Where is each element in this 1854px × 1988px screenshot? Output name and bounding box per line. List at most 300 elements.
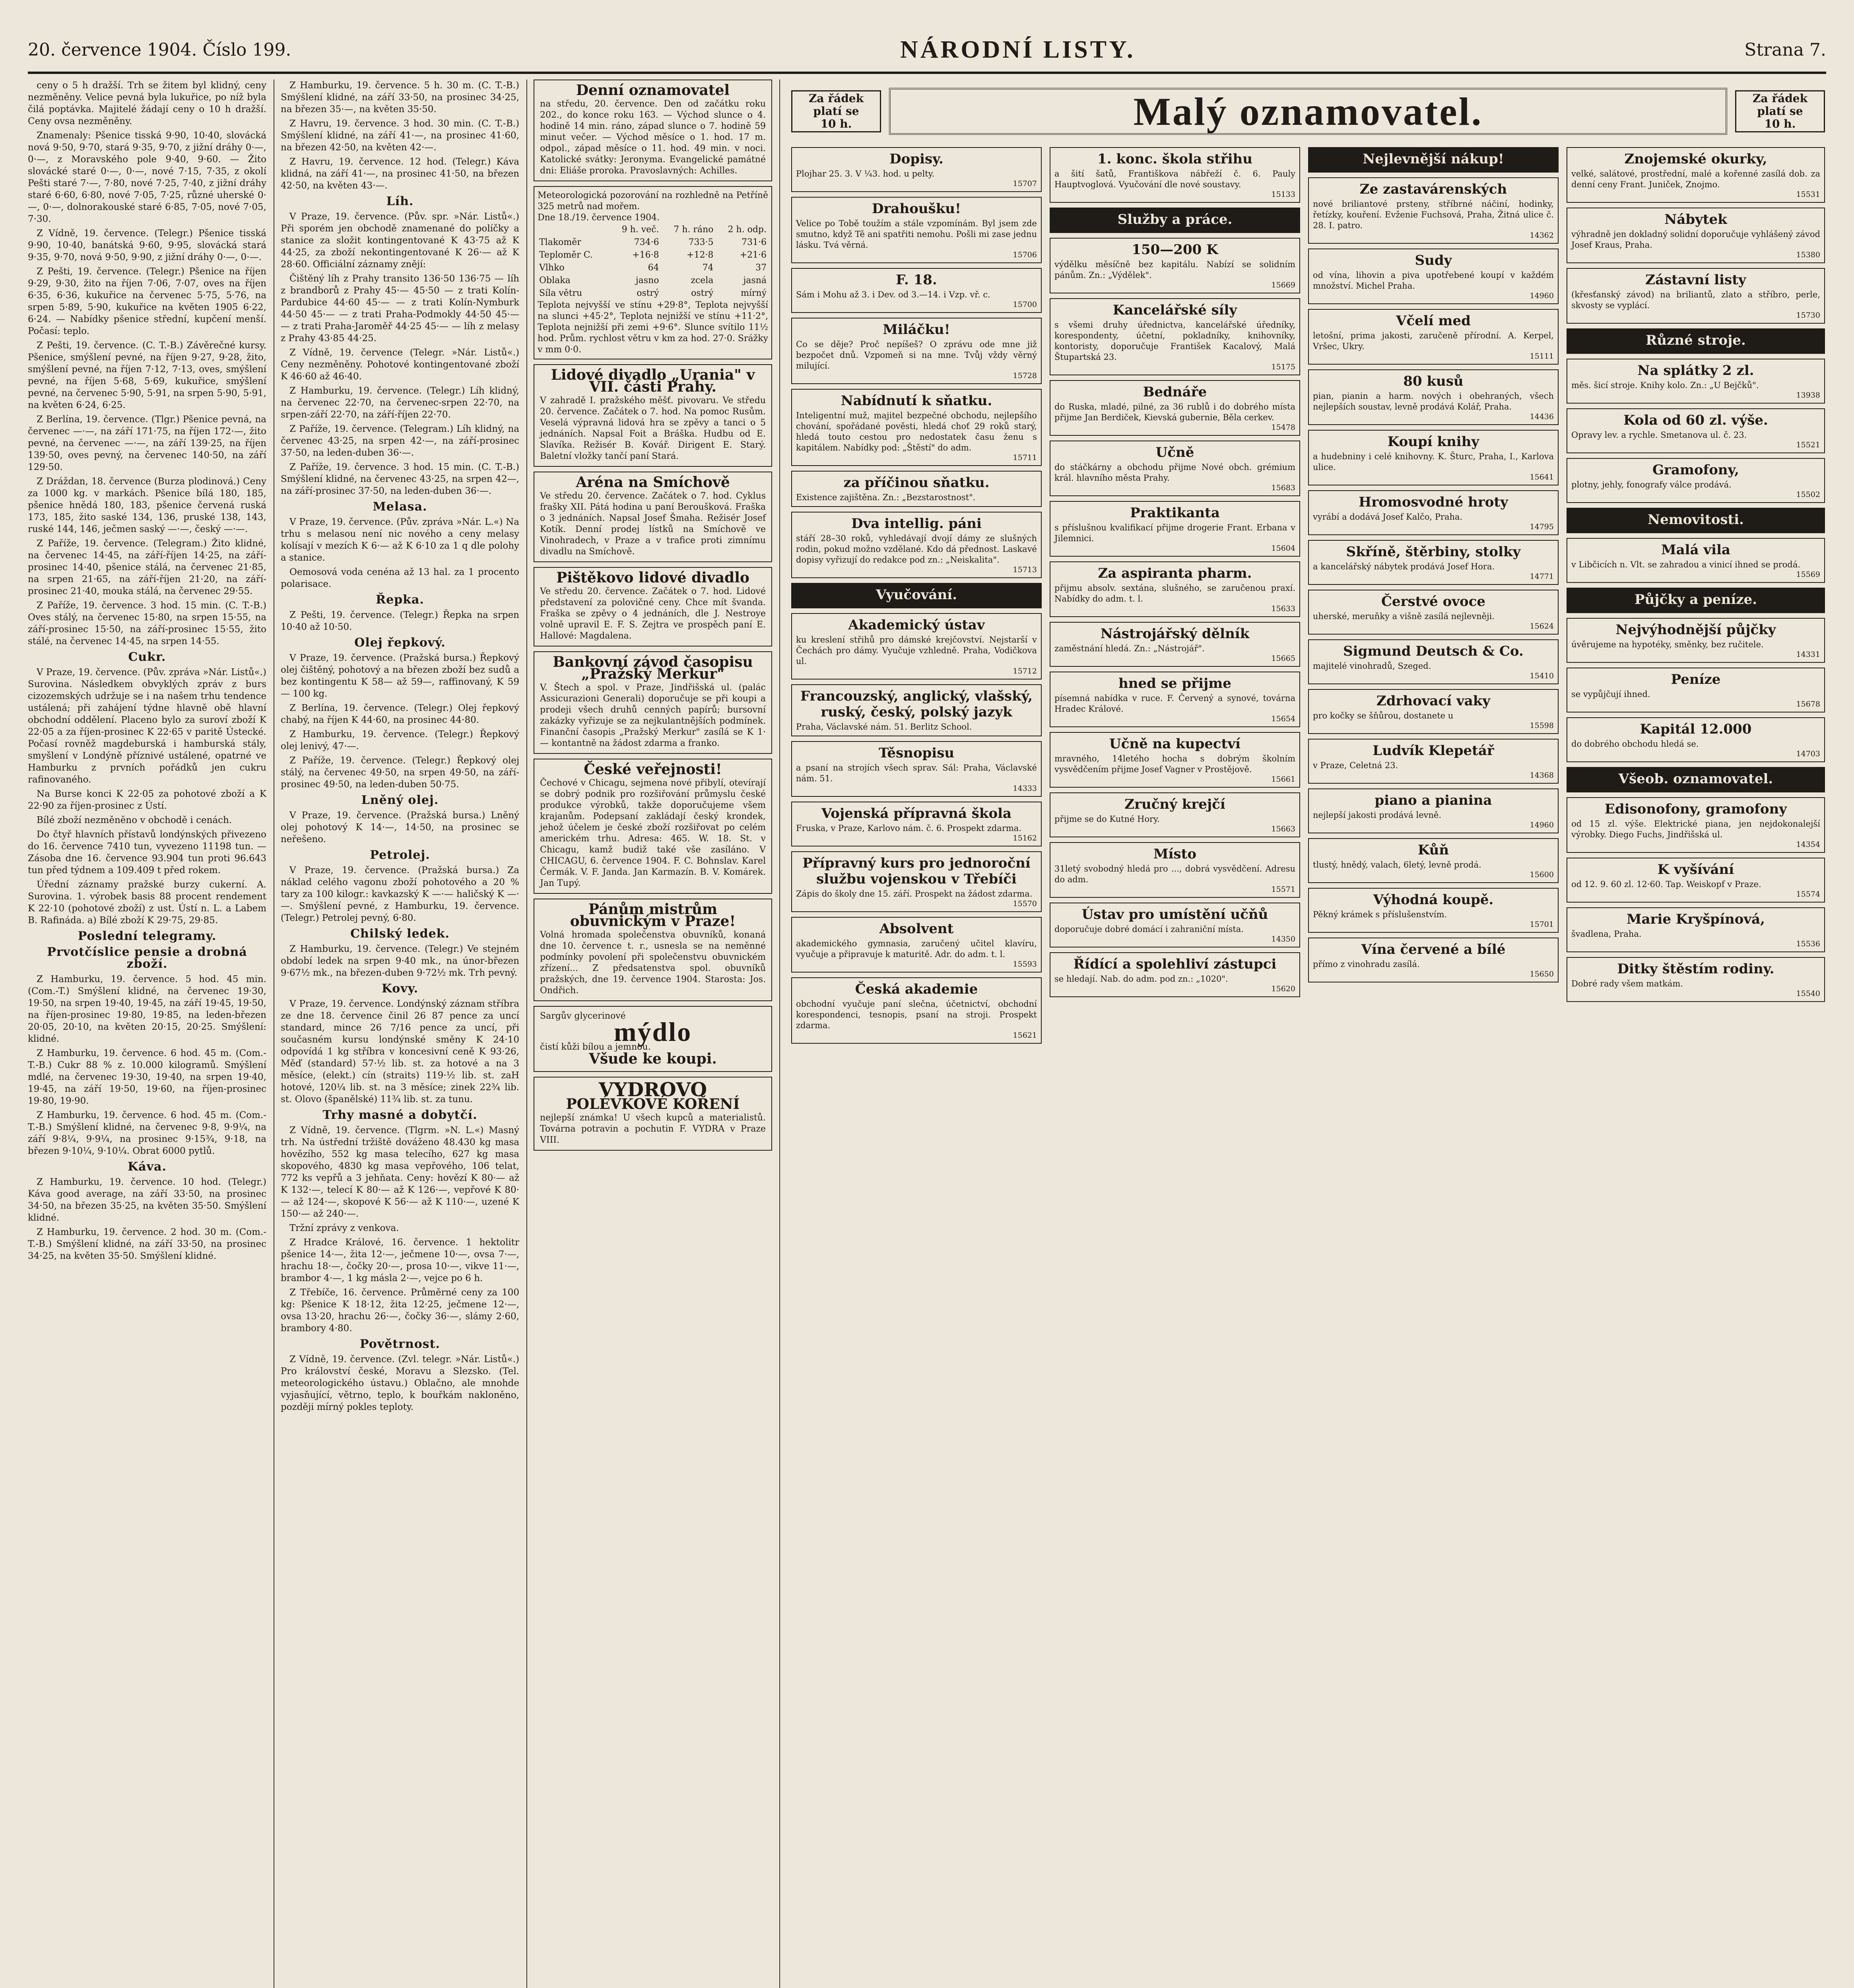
small-ad-title: Francouzský, anglický, vlašský, ruský, český, polský jazyk: [800, 688, 1033, 720]
urania-theatre-title: Lidové divadlo „Urania" v VII. části Prahy.: [551, 367, 755, 395]
weather-table: [538, 223, 768, 300]
masthead: NÁRODNÍ LISTY.: [900, 36, 1136, 63]
weather-extra: Teplota nejvyšší ve stínu +29·8°, Teplota nejvyšší na slunci +45·2°, Teplota nejnižší ve stínu +11·2°, Teplota nejnižší při zemi +9·6°. Slunce svítilo 11½ hod. Prům. rychlost větru v km za hod. 27·0. Srážky v mm 0·0.: [538, 300, 768, 355]
small-ad: [1567, 408, 1825, 453]
small-ad-text: velké, salátové, prostřední, malé a kořenné zasílá dob. za denní ceny Frant. Juniček, Znojmo.: [1571, 169, 1820, 189]
small-ad-title: Učně: [1155, 445, 1194, 460]
small-ad: [791, 471, 1042, 507]
commodity-paragraph: Z Hradce Králové, 16. července. 1 hektolitr pšenice 14·—, žita 12·—, ječmene 10·—, ovsa 7·—, hrachu 18·—, čočky 20·—, prosa 10·—, vikve 11·—, brambor 4·—, 1 kg másla 2·—, vejce po 6 h.: [281, 1237, 519, 1283]
commodity-paragraph: V Praze, 19. července. Londýnský záznam stříbra ze dne 18. července činil 26 87 pence za uncí standard, mince 26 7/16 pence za uncí, při současném kursu londýnské směny K 24·10 odpovídá 1 kg stříbra v koncesivní ceně K 93·26, Měď (standard) 57·½ lib. st. za hotové a na 3 měsíce, (elekt.) cín (straits) 119·½ lib. st. zaH hotové, 120¼ lib. st. na 3 měsíce; zinek 22¾ lib. st. Olovo (španělské) 11¾ lib. st. za tunu.: [281, 999, 519, 1105]
soap-line-1: Sargův glycerinové: [540, 1011, 626, 1021]
small-ad-title: Česká akademie: [855, 981, 978, 997]
commodity-paragraph: Z Havru, 19. července. 3 hod. 30 min. (C. T.-B.) Smýšlení klidné, na září 41·—, na prosinec 41·60, na březen 42·50, na květen 42·—.: [281, 118, 519, 153]
small-ad: [1567, 147, 1825, 203]
weather-col-header: 2 h. odp.: [728, 225, 767, 235]
commodity-paragraph: Z Vídně, 19. července. (Zvl. telegr. »Nár. Listů«.) Pro království české, Moravu a Slezsko. (Tel. meteorologického ústavu.) Oblačno, ale mnohde vyjasňující, větrno, teplo, k bouřkám nakloněno, později mírný pokles teploty.: [281, 1354, 519, 1412]
commodity-paragraph: Z Hamburku, 19. července. (Telegr.) Řepkový olej lenivý, 47·—.: [281, 729, 519, 751]
small-ad-title: Koupí knihy: [1387, 434, 1479, 450]
telegram-paragraph: Z Hamburku, 19. července. 6 hod. 45 m. (Com.-T.-B.) Cukr 88 % z. 10.000 kilogramů. Smýšlení mdlé, na červenec 19·30, 19·40, na srpen 19·40, 19·45, na září 19·50, 19·60, na říjen-prosinec 19·80, 19·90.: [28, 1048, 266, 1106]
commodity-paragraph: Z Paříže, 19. července. (Telegram.) Líh klidný, na červenec 43·25, na srpen 42·—, na září-prosinec 37·50, na leden-duben 36·—.: [281, 424, 519, 458]
soap-line-3: čistí kůži bílou a jemnou.: [540, 1042, 651, 1052]
small-ad-number: 15521: [1796, 441, 1820, 449]
small-ad-text: Dobré rady všem matkám.: [1571, 979, 1683, 988]
small-ad: [791, 318, 1042, 384]
weather-cell: ostrý: [691, 288, 714, 298]
commodity-paragraph: V Praze, 19. července. (Pražská bursa.) Za náklad celého vagonu zboží pohotového a 20 % tary za 100 kilogr.: kavkazský K —·— haličský K —·—. Smýšlení pevné, z Hamburku, 19. července. (Telegr.) Petrolej pevný, 6·80.: [281, 865, 519, 923]
weather-cell: Tlakoměr: [539, 237, 581, 247]
small-ad-text: Existence zajištěna. Zn.: „Bezstarostnost".: [796, 493, 976, 502]
small-ad-title: Služby a práce.: [1117, 212, 1233, 227]
small-ad: [1567, 458, 1825, 503]
small-ad-text: přijmu absolv. sextána, slušného, se zaručenou praxí. Nabídky do adm. t. l.: [1054, 583, 1295, 604]
small-ad-number: 15162: [1013, 834, 1037, 843]
small-ad-title: Praktikanta: [1130, 505, 1220, 521]
public-notice-text: Čechové v Chicagu, sejmena nové přibylí, otevírají se dobrý podnik pro rozšiřování průmyslu české produkce výrobků, takže doporučujeme všem krajanům. Podepsaní zakládají český krondek, jehož účelem je české zboží rozšiřovat po celém americkém trhu. Adresa: 465. W. 18. St. v Chicagu, kamž budiž také vše zasíláno. V CHICAGU, 6. července 1904. F. C. Bohnslav. Karel Čermák. V. F. Janda. Jan Karmazín. B. V. Komárek. Jan Tupý.: [540, 778, 766, 888]
market-paragraph: Z Paříže, 19. července. (Telegram.) Žito klidné, na červenec 14·45, na září-říjen 14·25, na září-prosinec 14·40, pšenice stálá, na červenec 21·85, na srpen 21·65, na září-říjen 21·20, na září-prosinec 21·40, mouka stálá, na červenec 29·55.: [28, 538, 266, 596]
coffee-paragraph: Z Hamburku, 19. července. 2 hod. 30 m. (Com.-T.-B.) Smýšlení klidné, na září 33·50, na prosinec 34·25, na květen 35·50. Smýšlení klidné.: [28, 1227, 266, 1261]
weather-observations: [534, 186, 772, 359]
section-heading: Chilský ledek.: [350, 927, 450, 941]
small-ad-title: Na splátky 2 zl.: [1637, 363, 1754, 379]
small-ad-title: Nábytek: [1664, 212, 1727, 227]
small-ad-text: doporučuje dobré domácí i zahraniční místa.: [1054, 924, 1244, 934]
small-ad-number: 14703: [1796, 749, 1820, 758]
small-ad-text: přijme se do Kutné Hory.: [1054, 814, 1160, 824]
small-ad-text: od vína, lihovin a piva upotřebené koupí v každém množství. Michel Praha.: [1313, 270, 1554, 291]
small-ad-number: 14436: [1530, 412, 1554, 421]
weather-date: Dne 18./19. července 1904.: [538, 213, 660, 223]
small-ad-text: se vypůjčují ihned.: [1571, 689, 1650, 699]
urania-theatre-text: V zahradě I. pražského měšť. pivovaru. Ve středu 20. července. Začátek o 7. hod. Na pomoc Rusům. Veselá výpravná lidová hra se zpěvy a tanci o 5 jednáních. Napsal Foit a Bráška. Hudbu od E. Slavíka. Režisér B. Kovář. Dirigent E. Starý. Baletní vložky tančí paní Stará.: [540, 396, 766, 461]
small-ad-title: Sudy: [1415, 252, 1452, 268]
coffee-paragraph: Z Hamburku, 19. července. 10 hod. (Telegr.) Káva good average, na září 33·50, na prosinec 34·50, na březen 35·25, na květen 35·50. Smýšlení klidné.: [28, 1177, 266, 1223]
small-ad-number: 14333: [1013, 784, 1037, 793]
small-ad: [1050, 441, 1300, 496]
small-ad-text: a hudebniny i celé knihovny. K. Šturc, Praha, I., Karlova ulice.: [1313, 452, 1554, 472]
small-ad: [1308, 540, 1559, 585]
commodity-paragraph: Z Havru, 19. července. 12 hod. (Telegr.) Káva klidná, na září 41·—, na prosinec 41·50, na březen 42·50, na květen 43·—.: [281, 157, 519, 191]
weather-cell: Teploměr C.: [539, 250, 593, 260]
small-ad-title: Kůň: [1417, 842, 1449, 858]
small-ad-title: Čerstvé ovoce: [1381, 594, 1486, 610]
commodity-paragraph: Z Berlína, 19. července. (Telegr.) Olej řepkový chabý, na říjen K 44·60, na prosinec 44·80.: [281, 703, 519, 725]
small-ad-number: 14350: [1271, 935, 1295, 944]
small-ad-number: 14354: [1796, 840, 1820, 849]
small-ad-title: Drahoušku!: [872, 201, 961, 217]
small-ad-text: do stáčkárny a obchodu přijme Nové obch. grémium král. hlavního města Prahy.: [1054, 462, 1295, 483]
commodity-paragraph: Z Vídně, 19. července. (Tlgrm. »N. L.«) Masný trh. Na ústřední tržiště dováženo 48.430 kg masa hovězího, 552 kg masa telecího, 627 kg masa skopového, 4830 kg masa vepřového, 106 telat, 772 ks vepřů a 3 jehňata. Ceny: hovězí K 80·— až K 132·—, telecí K 80·— až K 126·—, vepřové K 80·— až 124·—, skopové K 56·— až K 110·—, uzené K 150·— až 240·—.: [281, 1125, 519, 1219]
small-ad: [791, 741, 1042, 797]
shoemakers-notice-text: Volná hromada společenstva obuvníků, konaná dne 10. července t. r., usnesla se na neměnné podmínky povolení při společenstvu obuvnickém zřízení... Z předsatenstva spol. obuvníků pražských, dne 19. července 1904. Starosta: Jos. Ondřich.: [540, 930, 766, 996]
small-ad-text: a kancelářský nábytek prodává Josef Hora.: [1313, 562, 1495, 571]
small-ad-title: Zdrhovací vaky: [1376, 693, 1491, 709]
commodity-paragraph: V Praze, 19. července. (Pražská bursa.) Lněný olej pohotový K 14·—, 14·50, na prosinec se neřešeno.: [281, 810, 519, 845]
small-ad-number: 15678: [1796, 700, 1820, 709]
small-ad-title: Ludvík Klepetář: [1373, 743, 1494, 759]
weather-cell: 37: [755, 263, 767, 273]
weather-col-header: [538, 223, 610, 236]
section-heading: Lněný olej.: [361, 793, 439, 807]
small-ad-title: Zručný krejčí: [1124, 796, 1225, 812]
pistek-theatre-text: Ve středu 20. července. Začátek o 7. hod. Lidové představení za polovičné ceny. Chce mít švanda. Fraška se zpěvy o 4 jednáních, dle J. Nestroye volně upravil E. F. S. Zejtra ve prospěch paní E. Hallové: Magdalena.: [540, 586, 766, 641]
small-ad: [1308, 888, 1559, 933]
small-ad-number: 15650: [1530, 970, 1554, 978]
weather-cell: Síla větru: [539, 288, 582, 298]
smichov-arena: [534, 472, 772, 562]
small-ad-title: Kapitál 12.000: [1640, 721, 1752, 737]
small-ad: [1567, 538, 1825, 583]
commodity-paragraph: Z Paříže, 19. července. 3 hod. 15 min. (C. T.-B.) Smýšlení klidné, na červenec 43·25, na srpen 42—, na září-prosinec 37·50, na leden-duben 36·—.: [281, 462, 519, 496]
commodity-paragraph: Z Hamburku, 19. července. (Telegr.) Líh klidný, na červenec 22·70, na červenec-srpen 22·70, na srpen-září 22·70, na září-říjen 22·70.: [281, 386, 519, 420]
small-ad: [791, 512, 1042, 578]
small-ad-text: Co se děje? Proč nepíšeš? O zprávu ode mne již bezpočet dnů. Vzpomeň si na mne. Tvůj vždy věrný milující.: [796, 340, 1037, 371]
small-ad-text: do Ruska, mladé, pilné, za 36 rublů i do dobrého místa přijme Jan Berdiček, Kievská gubernie, Běla cerkev.: [1054, 402, 1295, 422]
weather-cell: +16·8: [632, 250, 659, 260]
small-ad-text: a šití šatů, Františkova nábřeží č. 6. Pauly Hauptvoglová. Vyučování dle nové soustavy.: [1054, 169, 1295, 189]
small-ad: [1567, 797, 1825, 853]
small-ad: [791, 583, 1042, 608]
small-ad: [1567, 508, 1825, 533]
small-ad: [1308, 309, 1559, 365]
small-ad-title: Nejvýhodnější půjčky: [1615, 622, 1776, 638]
smichov-arena-text: Ve středu 20. července. Začátek o 7. hod. Cyklus frašky XII. Pátá hodina u paní Beroušková. Fraška o 3 jednáních. Napsal Josef Šmaha. Režisér Josef Kotík. Denní prodej lístků na Smíchově ve Vinohradech, v Praze a v trafice proti zimnímu divadlu na Smíchově.: [540, 491, 766, 557]
small-ad: [1308, 938, 1559, 982]
commodity-paragraph: Z Pešti, 19. července. (Telegr.) Řepka na srpen 10·40 až 10·50.: [281, 610, 519, 632]
small-ad-number: 15712: [1013, 667, 1037, 676]
small-ad-number: 15620: [1271, 984, 1295, 993]
sugar-paragraph: V Praze, 19. července. (Pův. zpráva »Nár. Listů«.) Surovina. Následkem obvyklých zpráv z burs cizozemských udržuje se i na našem trhu tendence ustálená; při zahájení týdne hlavně obě hlavní obchodní oddělení. Placeno bylo za suroví zboží K 22·05 a za říjen-prosinec K 22·65 v paritě Ústecké. Počasí rovněž magdeburská i hamburská stály, smyšlení v Londýně příznivé ustálené, opatrné ve Hamburku z prvních pořádků jen cukru rafinovaného.: [28, 667, 266, 785]
small-ad-title: piano a pianina: [1374, 792, 1492, 808]
small-ad: [1567, 618, 1825, 663]
small-ad-text: švadlena, Praha.: [1571, 929, 1642, 939]
small-ads-column-4: [1567, 147, 1825, 1988]
commodity-paragraph: Z Hamburku, 19. července. 5 h. 30 m. (C. T.-B.) Smýšlení klidné, na září 33·50, na prosinec 34·25, na březen 35·—, na květen 35·50.: [281, 80, 519, 115]
small-ad-title: Ditky štěstím rodiny.: [1617, 961, 1774, 977]
small-ad-title: Miláčku!: [883, 322, 950, 338]
small-ad-number: 15380: [1796, 250, 1820, 259]
weather-cell: jasná: [743, 276, 767, 285]
small-ads-column-3: [1308, 147, 1559, 1988]
small-ad-number: 15713: [1013, 565, 1037, 574]
page-number: Strana 7.: [1744, 39, 1826, 60]
small-ad-number: 15654: [1271, 714, 1295, 723]
weather-cell: 734·6: [634, 237, 659, 247]
small-ad-text: s všemi druhy úřednictva, kancelářské úředníky, korespondenty, účetní, pokladníky, knihovníky, kontoristy, doporučuje František Kacalový, Malá Štupartská 23.: [1054, 320, 1295, 362]
small-ad-number: 14368: [1530, 771, 1554, 780]
small-ad-number: 14771: [1530, 572, 1554, 581]
small-ad: [1308, 838, 1559, 883]
small-ad-text: Velice po Tobě toužím a stále vzpomínám. Byl jsem zde smutno, když Tě ani spatřiti nemohu. Pošli mi zase jednu lásku. Tvá věrná.: [796, 219, 1037, 250]
small-ad-number: 15531: [1796, 190, 1820, 199]
small-ad: [791, 613, 1042, 679]
small-ad-text: stáří 28–30 roků, vyhledávají dvojí dámy ze slušných rodin, pokud možno vzdělané. Kdo dá přednost. Laskavé dopisy vyřizují do redakce pod zn.: „Neiskalita".: [796, 534, 1037, 565]
small-ad-title: Dva intellig. páni: [851, 516, 982, 532]
small-ad: [1050, 903, 1300, 947]
small-ad: [1567, 359, 1825, 404]
section-heading: Olej řepkový.: [354, 636, 446, 650]
small-ad-number: 15665: [1271, 654, 1295, 663]
small-ad-text: (křesťanský závod) na briliantů, zlato a stříbro, perle, skvosty se vyplácí.: [1571, 290, 1820, 310]
small-ad: [1050, 208, 1300, 233]
weather-col-header: 7 h. ráno: [674, 225, 714, 235]
section-heading: Kovy.: [381, 982, 419, 996]
small-ad: [1308, 739, 1559, 784]
small-ad-title: za příčinou sňatku.: [843, 475, 990, 491]
small-ad-title: Akademický ústav: [848, 617, 985, 633]
vydra-sub: POLÉVKOVÉ KOŘENÍ: [566, 1096, 740, 1112]
small-ad-text: do dobrého obchodu hledá se.: [1571, 739, 1699, 749]
small-ad-title: Ze zastavárenských: [1359, 181, 1507, 197]
weather-cell: +12·8: [687, 250, 714, 260]
small-ad-text: úvěrujeme na hypotéky, směnky, bez ručitele.: [1571, 640, 1764, 649]
market-paragraph: ceny o 5 h dražší. Trh se žitem byl klidný, ceny nezměněny. Velice pevná byla lukuřice, po níž byla čilá poptávka. Majitelé žádají ceny o 10 h dražší. Ceny ovsa nezměněny.: [28, 80, 266, 126]
section-heading: Líh.: [386, 194, 414, 208]
section-heading: Poslední telegramy.: [78, 929, 217, 943]
small-ad-text: Opravy lev. a rychle. Smetanova ul. č. 23.: [1571, 430, 1747, 440]
small-ad-number: 15711: [1013, 453, 1037, 462]
small-ad-text: vyrábí a dodává Josef Kalčo, Praha.: [1313, 512, 1463, 522]
commodity-paragraph: Oemosová voda cenéna až 13 hal. za 1 procento polarisace.: [281, 567, 519, 589]
small-ad-title: Vojenská přípravná škola: [821, 806, 1012, 821]
page-header: [28, 28, 1826, 74]
small-ad: [1308, 147, 1559, 173]
column-divider: [526, 80, 527, 1988]
small-ad: [1308, 430, 1559, 485]
small-ad-title: Malá vila: [1661, 542, 1731, 558]
small-ad: [1050, 380, 1300, 436]
sugar-paragraph: Bílé zboží nezměněno v obchodě i cenách.: [37, 815, 232, 825]
small-ad: [1308, 689, 1559, 734]
small-ad-title: Kola od 60 zl. výše.: [1623, 412, 1768, 428]
section-heading: Cukr.: [128, 650, 166, 664]
small-ad: [1050, 732, 1300, 788]
urania-theatre: [534, 364, 772, 467]
small-ad: [1050, 792, 1300, 837]
small-ad-title: Bednáře: [1143, 384, 1207, 400]
pistek-theatre-title: Pištěkovo lidové divadlo: [556, 569, 749, 586]
small-ad: [1050, 672, 1300, 727]
small-ad-number: 15410: [1530, 672, 1554, 680]
small-ad-text: nejlepší jakosti prodává levně.: [1313, 810, 1442, 820]
column-daily-announcements: [534, 80, 772, 1988]
small-ad-text: ku kreslení střihů pro dámské krejčovství. Nejstarší v Čechách pro dámy. Vyučuje vzhledně. Praha, Vodičkova ul.: [796, 635, 1037, 666]
small-ad-number: 14960: [1530, 291, 1554, 300]
sugar-paragraph: Na Burse konci K 22·05 za pohotové zboží a K 22·90 za říjen-prosinec z Ústí.: [28, 789, 266, 811]
vydra-title: VYDROVO: [598, 1079, 707, 1101]
small-ad: [1308, 248, 1559, 304]
small-ad-number: 15701: [1530, 920, 1554, 929]
small-ad-text: výhradně jen dokladný solidní doporučuje vyhlášený závod Josef Kraus, Praha.: [1571, 229, 1820, 250]
soap-line-2: mýdlo: [613, 1017, 692, 1047]
vydra-advert: [534, 1077, 772, 1151]
market-paragraph: Z Paříže, 19. července. 3 hod. 15 min. (C. T.-B.) Oves stálý, na červenec 15·80, na srpen 15·55, na září-prosinec 15·50, na září-prosinec 15·55, žito stálé, na červenec 14·45, na srpen 14·55.: [28, 600, 266, 646]
commodity-paragraph: Z Vídně, 19. července (Telegr. »Nár. Listů«.) Ceny nezměněny. Pohotové kontingentované zboží K 46·60 až 46·40.: [281, 348, 519, 382]
small-ad-number: 15175: [1271, 363, 1295, 371]
small-ad-title: Marie Kryšpínová,: [1626, 911, 1765, 927]
section-subheading: Prvotčíslice pensie a drobná zboží.: [47, 945, 247, 971]
small-ad-title: 80 kusů: [1403, 373, 1464, 389]
daily-announcer-text: na středu, 20. července. Den od začátku roku 202., do konce roku 163. — Východ slunce o 4. hodině 14 min. ráno, západ slunce o 7. hodině 59 minut večer. — Východ měsíce o 1. hod. 17 m. odpol., západ měsíce o 11. hod. 49 min. v noci. Katolické svátky: Jeronyma. Evangelické památné dni: Eliáše proroka. Pravoslavných: Achilles.: [540, 99, 766, 176]
weather-cell: 731·6: [742, 237, 767, 247]
small-ad-title: 1. konc. škola střihu: [1097, 151, 1252, 167]
small-ad-text: tlustý, hnědý, valach, 6letý, levně prodá.: [1313, 860, 1481, 870]
column-market-reports: [28, 80, 266, 1988]
weather-cell: 74: [702, 263, 714, 273]
shoemakers-notice: [534, 899, 772, 1001]
small-ad-number: 15600: [1530, 870, 1554, 879]
section-heading: Káva.: [128, 1160, 167, 1174]
small-ad: [1567, 328, 1825, 354]
small-ad: [1050, 561, 1300, 617]
small-ad-text: uherské, meruňky a višně zasílá nejlevněji.: [1313, 612, 1495, 621]
small-ad-number: 15133: [1271, 190, 1295, 199]
small-ad-text: přímo z vinohradu zasílá.: [1313, 959, 1420, 969]
small-ad: [791, 851, 1042, 912]
small-ad-title: Zástavní listy: [1645, 272, 1746, 288]
small-ad-text: Sám i Mohu až 3. i Dev. od 3.—14. i Vzp. vř. c.: [796, 290, 990, 299]
small-ad-text: měs. šicí stroje. Knihy kolo. Zn.: „U Bejčků".: [1571, 381, 1759, 390]
newspaper-page: [28, 28, 1826, 1988]
market-paragraph: Z Vídně, 19. července. (Telegr.) Pšenice tisská 9·90, 10·40, banátská 9·60, 9·95, slovácká stará 9·35, 9·70, nová 9·50, 9·90, z jižní dráhy 0·—, 0·—.: [28, 228, 266, 262]
small-ad-title: Vyučování.: [876, 587, 957, 603]
weather-cell: jasno: [635, 276, 659, 285]
small-ad-number: 15502: [1796, 490, 1820, 499]
vydra-text: nejlepší známka! U všech kupců a materialistů. Továrna potravin a pochutin F. VYDRA v Praze VIII.: [540, 1113, 766, 1145]
small-ad: [1050, 147, 1300, 203]
banner-price-right: Za řádek platí se 10 h.: [1735, 90, 1825, 132]
small-ad-text: Inteligentní muž, majitel bezpečné obchodu, nejlepšího chování, spořádané pověsti, hledá choť 29 roků starý, hledá touto cestou pro nedostatek času ženu s kapitálem. Nabídky pod: „Štěstí" do adm.: [796, 411, 1037, 452]
small-ad-text: Fruska, v Praze, Karlovo nám. č. 6. Prospekt zdarma.: [796, 823, 1021, 833]
small-ad-number: 13938: [1796, 391, 1820, 400]
daily-announcer: [534, 80, 772, 181]
small-ad: [1567, 858, 1825, 903]
sugar-paragraph: Do čtyř hlavních přístavů londýnských přivezeno do 16. července 7410 tun, vyvezeno 11198 tun. — Zásoba dne 16. července 93.904 tun proti 96.643 tun před týdnem a 109.409 t před rokem.: [28, 829, 266, 876]
small-ad-text: výdělku měsíčně bez kapitálu. Nabízí se solidním pánům. Zn.: „Výdělek".: [1054, 260, 1295, 280]
small-ad-title: Půjčky a peníze.: [1634, 592, 1757, 608]
small-ad-text: v Praze, Celetná 23.: [1313, 761, 1398, 770]
small-ad-number: 15700: [1013, 300, 1037, 309]
smichov-arena-title: Aréna na Smíchově: [576, 474, 730, 491]
small-ads-column-2: [1050, 147, 1300, 1988]
small-ad-title: Různé stroje.: [1646, 332, 1746, 348]
small-ad-text: Praha, Václavské nám. 51. Berlitz School.: [796, 722, 972, 732]
section-heading: Povětrnost.: [360, 1337, 440, 1351]
weather-cell: 733·5: [688, 237, 714, 247]
commodity-paragraph: V Praze, 19. července. (Pův. spr. »Nár. Listů«.) Při sporém jen obchodě znamenané do políčky a stanice za složit kontingentované K 43·75 až K 44·25, za zboží nekontingentované K 26·— až K 28·60. Officiální záznamy znějí:: [281, 212, 519, 270]
small-ads-banner: [791, 87, 1825, 135]
small-ad: [1050, 842, 1300, 898]
small-ad-number: 15728: [1013, 371, 1037, 380]
small-ad-title: Učně na kupectví: [1109, 736, 1241, 752]
small-ad: [1567, 668, 1825, 712]
small-ad-number: 15571: [1271, 885, 1295, 894]
small-ad: [1567, 767, 1825, 792]
small-ad-title: Těsnopisu: [878, 745, 955, 761]
small-ad-text: nové briliantové prsteny, stříbrné náčiní, hodinky, řetízky, kouření. Evženie Fuchsová, Praha, Žitná ulice č. 28. I. patro.: [1313, 199, 1554, 230]
small-ad-text: písemná nabídka v ruce. F. Červený a synové, továrna Hradec Králové.: [1054, 693, 1295, 714]
small-ad-number: 14960: [1530, 821, 1554, 829]
small-ad-text: Zápis do školy dne 15. září. Prospekt na žádost zdarma.: [796, 889, 1033, 899]
commodity-paragraph: Z Hamburku, 19. července. (Telegr.) Ve stejném období ledek na srpen 9·40 mk., na únor-březen 9·67½ mk., na březen-duben 9·72½ mk. Trh pevný.: [281, 944, 519, 978]
small-ad-number: 15730: [1796, 311, 1820, 320]
small-ad-title: Všeob. oznamovatel.: [1618, 771, 1773, 787]
small-ad-text: se hledají. Nab. do adm. pod zn.: „1020".: [1054, 974, 1228, 984]
small-ad-title: Nástrojářský dělník: [1100, 626, 1250, 642]
weather-cell: ostrý: [637, 288, 659, 298]
bank-merkur: [534, 651, 772, 754]
small-ad-number: 15604: [1271, 544, 1295, 553]
shoemakers-notice-title: Pánům mistrům obuvnickým v Praze!: [570, 901, 736, 930]
small-ad-title: F. 18.: [896, 272, 937, 288]
small-ad-title: Sigmund Deutsch & Co.: [1343, 643, 1524, 659]
small-ad: [1308, 490, 1559, 535]
small-ad-title: Znojemské okurky,: [1624, 151, 1767, 167]
daily-announcer-title: Denní oznamovatel: [576, 82, 730, 99]
section-heading: Melasa.: [373, 500, 427, 514]
small-ad-title: Místo: [1153, 846, 1197, 862]
weather-cell: +21·6: [740, 250, 767, 260]
small-ad-title: Včelí med: [1396, 313, 1471, 329]
small-ad-text: Pěkný krámek s příslušenstvím.: [1313, 910, 1447, 919]
small-ad: [1567, 957, 1825, 1002]
issue-date: 20. července 1904. Číslo 199.: [28, 39, 291, 60]
small-ad-title: Nemovitosti.: [1647, 512, 1744, 528]
small-ad-text: 31letý svobodný hledá pro ..., dobrá vysvědčení. Adresu do adm.: [1054, 864, 1295, 884]
section-heading: Řepka.: [376, 593, 424, 607]
pistek-theatre: [534, 567, 772, 646]
small-ad-number: 15111: [1530, 352, 1554, 361]
small-ad-number: 15683: [1271, 483, 1295, 492]
bank-merkur-text: V. Štech a spol. v Praze, Jindřišská ul. (palác Assicurazioni Generali) doporučuje se při koupi a prodeji všech druhů cenných papírů; bursovní zakázky vyřizuje se za nejkulantnějších podmínek. Finanční časopis „Pražský Merkur" zasílá se K 1·— kontantně na žádost zdarma a franko.: [540, 683, 766, 748]
column-divider: [779, 80, 780, 1988]
market-paragraph: Znamenaly: Pšenice tisská 9·90, 10·40, slovácká nová 9·50, 9·70, stará 9·35, 9·70, z jižní dráhy 0·—, 0·—, z Moravského pole 9·40, 9·60. — Žito slovácké staré 0·—, 0·—, nové 7·15, 7·35, z okolí Pešti staré 7·—, 7·80, nové 7·25, 7·40, z jižní dráhy staré 6·60, 6·80, nové 7·05, 7·25, různé uherské 0·—, 0·—, dolnorakouské staré 6·85, 7·05, nové 7·05, 7·30.: [28, 130, 266, 224]
market-paragraph: Z Pešti, 19. července. (Telegr.) Pšenice na říjen 9·29, 9·30, žito na říjen 7·06, 7·07, oves na říjen 6·35, 6·36, kukuřice na červenec 5·75, 5·76, na srpen 5·89, 5·90, kukuřice na květen 1905 6·22, 6·24. — Nabídky pšenice střední, kupčení menší. Počasí: teplo.: [28, 266, 266, 336]
small-ad-text: v Libčicích n. Vlt. se zahradou a vinicí ihned se prodá.: [1571, 560, 1801, 569]
small-ad-title: Řídící a spolehliví zástupci: [1073, 956, 1277, 972]
small-ad: [1567, 717, 1825, 762]
small-ad: [1050, 298, 1300, 375]
small-ad-number: 15574: [1796, 890, 1820, 899]
small-ad: [1308, 639, 1559, 684]
commodity-paragraph: V Praze, 19. července. (Pražská bursa.) Řepkový olej čištěný, pohotový a na březen zboží bez sudů a bez kontingentu K 58— až 59—, raffinovaný, K 59 — 100 kg.: [281, 653, 519, 699]
small-ad-title: Nabídnutí k sňatku.: [841, 393, 992, 409]
banner-price-left: Za řádek platí se 10 h.: [791, 90, 881, 132]
small-ad-title: Absolvent: [879, 921, 954, 937]
small-ad-title: Vína červené a bílé: [1361, 942, 1506, 957]
small-ad-text: zaměstnání hledá. Zn.: „Nástrojář".: [1054, 644, 1205, 653]
small-ad-number: 15641: [1530, 473, 1554, 481]
small-ad-title: hned se přijme: [1118, 676, 1231, 691]
small-ad: [791, 197, 1042, 263]
small-ad-title: K vyšívání: [1657, 862, 1734, 878]
small-ad: [1308, 590, 1559, 635]
small-ad: [1050, 952, 1300, 997]
small-ad: [1308, 177, 1559, 244]
small-ad-text: akademického gymnasia, zaručený učitel klavíru, vyučuje a připravuje k maturitě. Adr. do adm. t. l.: [796, 939, 1037, 959]
small-ad: [1567, 268, 1825, 324]
small-ad-number: 15633: [1271, 604, 1295, 613]
small-ad-text: mravného, 14letého hocha s dobrým školním vysvědčením přijme Josef Vagner v Prostějově.: [1054, 754, 1295, 774]
small-ad: [791, 147, 1042, 192]
weather-col-header: 9 h. več.: [621, 225, 659, 235]
small-ad: [1050, 501, 1300, 557]
small-ad-number: 15621: [1013, 1031, 1037, 1040]
small-ad-number: 14331: [1796, 650, 1820, 659]
small-ad-title: Gramofony,: [1652, 462, 1739, 478]
telegram-paragraph: Z Hamburku, 19. července. 5 hod. 45 min. (Com.-T.) Smýšlení klidné, na červenec 19·30, 19·50, na srpen 19·40, 19·45, na září 19·45, 19·50, na říjen-prosinec 19·80, 19·85, na leden-březen 20·05, 20·10, na květen 20·15, 20·25. Smýšlení: klidné.: [28, 974, 266, 1044]
commodity-paragraph: Čištěný líh z Prahy transito 136·50 136·75 — líh z brandborů z Prahy 45·— 45·50 — z trati Kolín-Pardubice 44·60 45·— — z trati Kolín-Nymburk 44·50 45·— — z trati Praha-Podmokly 44·50 45·— — z trati Praha-Jaroměř 44·25 45·— — líh z melasy z Prahy 43·85 44·25.: [281, 274, 519, 344]
small-ad: [1567, 588, 1825, 613]
